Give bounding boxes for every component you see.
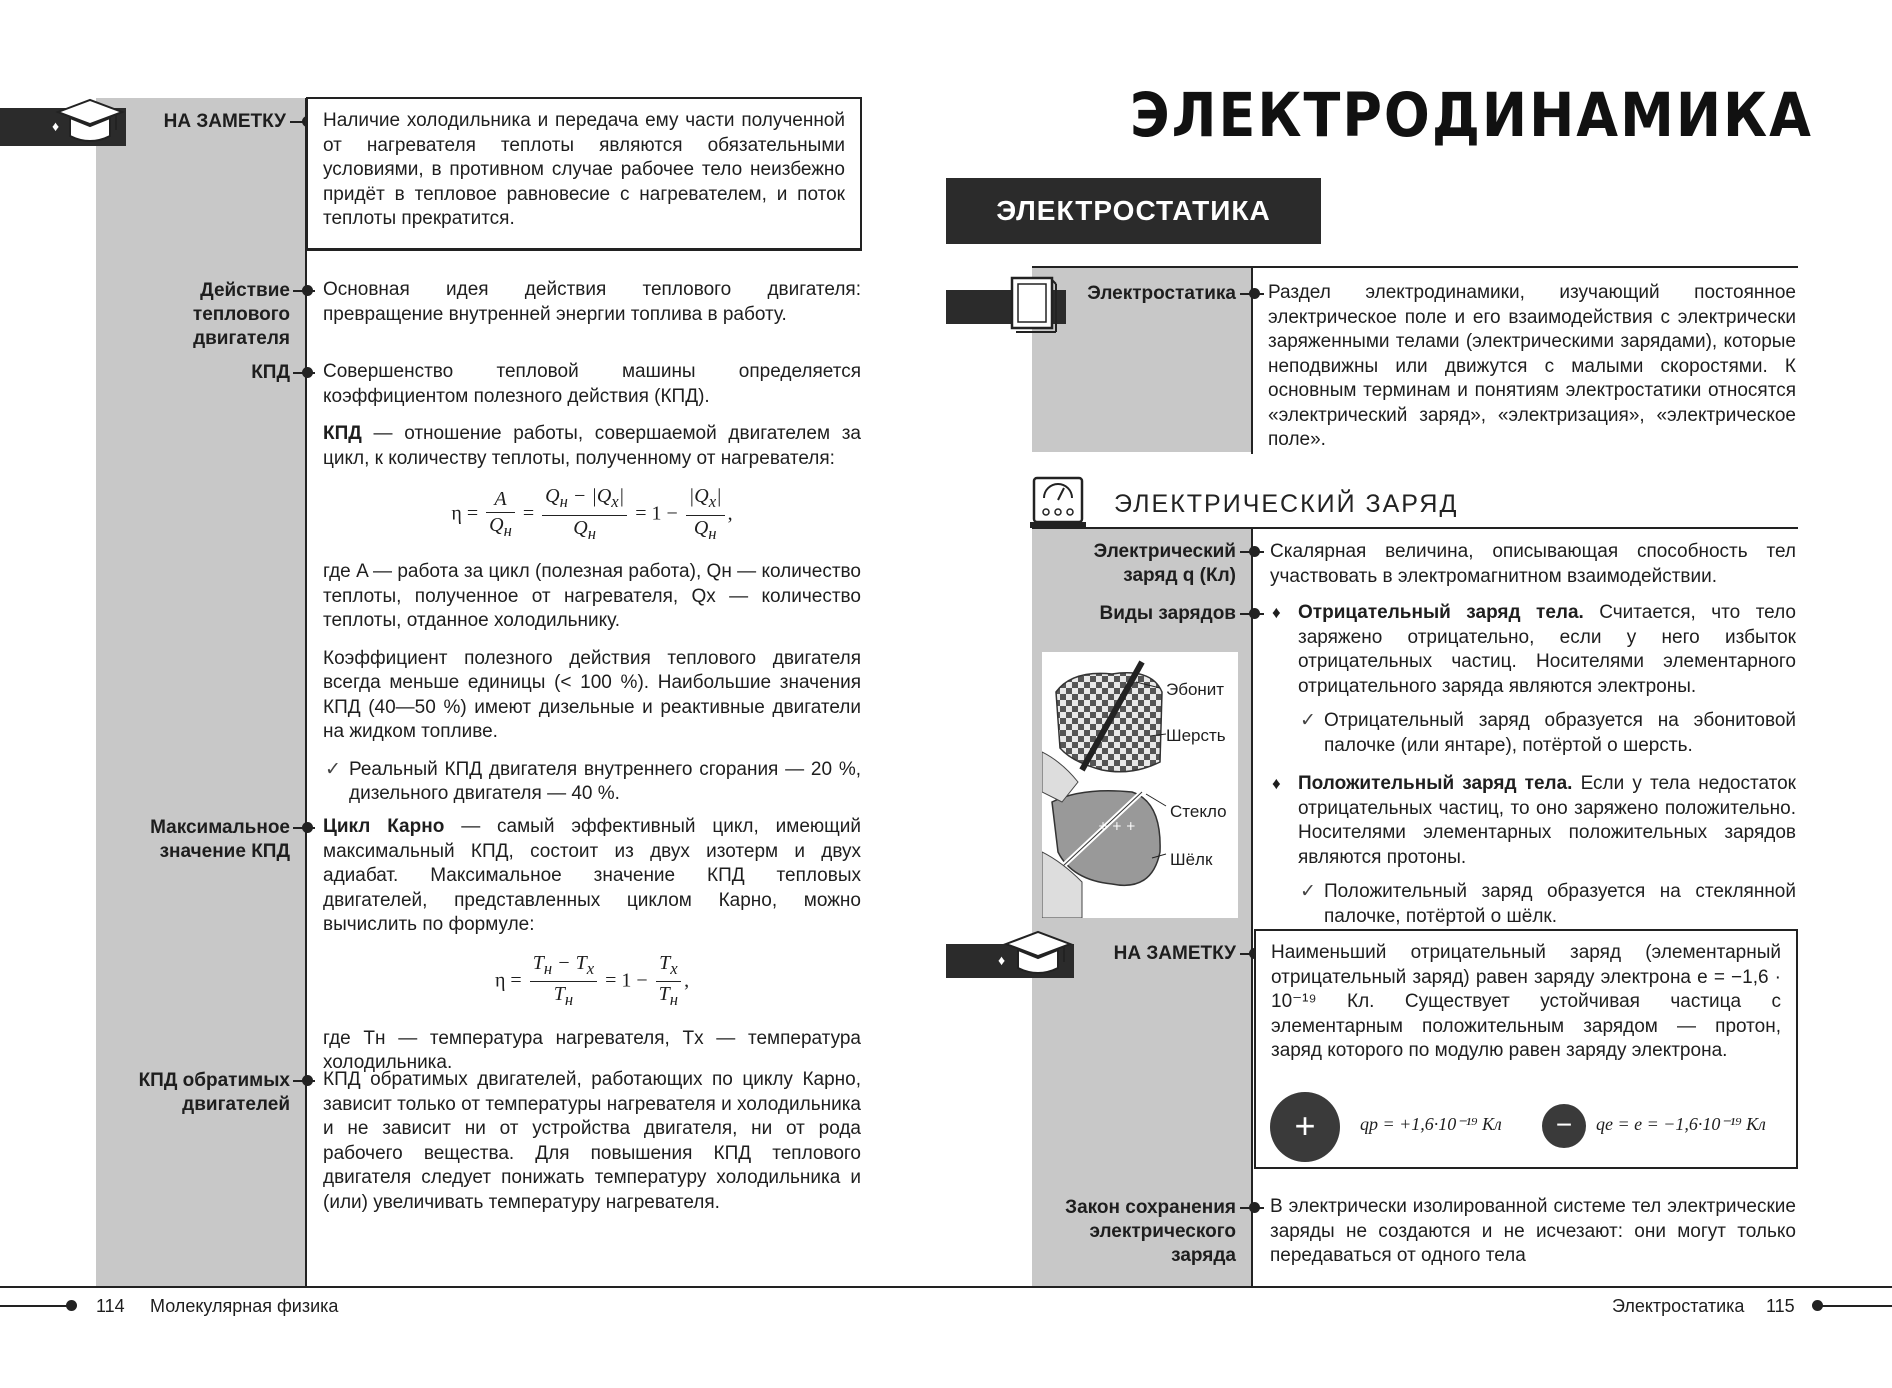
left-section-name: Молекулярная физика bbox=[150, 1296, 339, 1316]
neg-check: ✓ Отрицательный заряд образуется на эбонитовой палочке (или янтаре), потёртой о шерсть. bbox=[1300, 710, 1796, 756]
action-text: Основная идея действия теплового двигателя: превращение внутренней энергии топлива в работу. bbox=[323, 279, 861, 325]
kpd-block bbox=[323, 360, 861, 817]
carnot-definition: Цикл Карно — самый эффективный цикл, имеющий максимальный КПД, состоит из двух изотерм и двух адиабат. Максимальное значение КПД тепловых двигателей, представленных циклом Карно, можно вычислить по формуле: bbox=[323, 816, 861, 935]
proton-charge: qp = +1,6·10⁻¹⁹ Кл bbox=[1360, 1114, 1502, 1134]
electron-symbol bbox=[1542, 1104, 1586, 1148]
note-text-right: Наименьший отрицательный заряд (элементарный отрицательный заряд) равен заряду электрона e = −1,6 · 10⁻¹⁹ Кл. Существует устойчивая частица с элементарным положительным зарядом — протон, заряд которого по модулю равен заряду электрона. bbox=[1271, 942, 1781, 1061]
book-icon bbox=[1006, 274, 1058, 339]
types-label: Виды зарядов bbox=[1099, 603, 1236, 624]
plus-icon: + bbox=[1294, 1105, 1316, 1146]
left-footer-line bbox=[0, 1305, 72, 1307]
pos-charge-item: ♦ Положительный заряд тела. Если у тела недостаток отрицательных частиц, то оно заряжено положительно. Носителями элементарных положительных зарядов являются протоны. bbox=[1272, 773, 1796, 868]
kpd-formula: η = $\frac{A}{Q_н}$ = $\frac{Q_н - |Q_х|}{Q_н}$ = 1 − $\frac{|Q_х|}{Q_н}$ , bbox=[451, 485, 733, 543]
rev-label: КПД обратимых двигателей bbox=[138, 1070, 290, 1115]
diamond-bullet-icon: ♦ bbox=[1272, 774, 1281, 793]
img-label-glass: Стекло bbox=[1170, 802, 1227, 821]
section-heading: ЭЛЕКТРИЧЕСКИЙ ЗАРЯД bbox=[1114, 490, 1459, 518]
diamond-bullet-icon: ♦ bbox=[1272, 603, 1281, 622]
connector-dot bbox=[302, 822, 313, 833]
left-bottom-rule bbox=[0, 1286, 960, 1288]
connector-dot bbox=[1249, 288, 1260, 299]
right-section-name: Электростатика bbox=[1612, 1296, 1745, 1316]
kpd-text3: Коэффициент полезного действия теплового двигателя всегда меньше единицы (< 100 %). Наибольшие значения КПД (40—50 %) имеют дизельные и реактивные двигатели на жидком топливе. bbox=[323, 647, 861, 742]
left-page-number: 114 bbox=[96, 1296, 125, 1316]
flame-icon: ♦ bbox=[52, 118, 60, 134]
es-text: Раздел электродинамики, изучающий постоянное электрическое поле и его взаимодействия с электрически заряженными телами (электрическими зарядами), которые неподвижны или движутся с малыми скоростями. К основным терминам и понятиям электростатики относятся «электрический заряд», «электризация», «электрическое поле». bbox=[1268, 282, 1796, 450]
kpd-text1: Совершенство тепловой машины определяется коэффициентом полезного действия (КПД). bbox=[323, 361, 861, 407]
connector-dot bbox=[302, 1075, 313, 1086]
section-banner-text: ЭЛЕКТРОСТАТИКА bbox=[996, 195, 1271, 226]
check-icon: ✓ bbox=[1300, 881, 1316, 902]
electrometer-icon bbox=[1030, 474, 1086, 535]
connector-dot bbox=[1249, 1202, 1260, 1213]
kpd-check: ✓ Реальный КПД двигателя внутреннего сгорания — 20 %, дизельного двигателя — 40 %. bbox=[325, 758, 861, 804]
right-divider-2 bbox=[1251, 529, 1253, 1288]
right-bottom-rule bbox=[946, 1286, 1892, 1288]
note-text: Наличие холодильника и передача ему части полученной от нагревателя теплоты являются обязательными условиями, в противном случае рабочее тело неизбежно придёт в тепловое равновесие с нагревателем, и поток теплоты прекратится. bbox=[323, 110, 845, 229]
note-label-right: НА ЗАМЕТКУ bbox=[1113, 943, 1236, 964]
right-page-number: 115 bbox=[1766, 1296, 1795, 1316]
rev-text: КПД обратимых двигателей, работающих по циклу Карно, зависит только от температуры нагревателя и холодильника и не зависит ни от устройства двигателя, ни от рода рабочего вещества. Для повышения КПД теплового двигателя следует понижать температуру холодильника и (или) увеличивать температуру нагревателя. bbox=[323, 1069, 861, 1213]
connector-dot bbox=[1249, 546, 1260, 557]
left-column-divider bbox=[305, 98, 307, 1288]
max-block bbox=[323, 815, 861, 1089]
check-icon: ✓ bbox=[325, 758, 341, 780]
img-label-ebonite: Эбонит bbox=[1166, 680, 1225, 699]
max-where: где Tн — температура нагревателя, Tх — температура холодильника. bbox=[323, 1027, 861, 1073]
separator bbox=[306, 249, 862, 251]
kpd-definition: КПД — отношение работы, совершаемой двигателем за цикл, к количеству теплоты, полученному от нагревателя: bbox=[323, 423, 861, 469]
check-icon: ✓ bbox=[1300, 710, 1316, 731]
proton-symbol bbox=[1270, 1092, 1340, 1162]
img-label-wool: Шерсть bbox=[1166, 726, 1226, 745]
note-label: НА ЗАМЕТКУ bbox=[163, 111, 286, 132]
rubbing-illustration bbox=[1042, 652, 1238, 918]
electron-charge: qe = e = −1,6·10⁻¹⁹ Кл bbox=[1596, 1114, 1766, 1134]
charge-text: Скалярная величина, описывающая способность тел участвовать в электромагнитном взаимодействии. bbox=[1270, 541, 1796, 587]
law-text: В электрически изолированной системе тел электрические заряды не создаются и не исчезают: они могут только передаваться от одного тела bbox=[1270, 1196, 1796, 1266]
carnot-formula: η = $\frac{T_н - T_х}{T_н}$ = 1 − $\frac{T_х}{T_н}$ , bbox=[494, 951, 690, 1009]
pos-check: ✓ Положительный заряд образуется на стеклянной палочке, потёртой о шёлк. bbox=[1300, 881, 1796, 927]
footer-dot bbox=[66, 1300, 77, 1311]
connector-dot bbox=[302, 367, 313, 378]
neg-charge-item: ♦ Отрицательный заряд тела. Считается, что тело заряжено отрицательно, если у него избыток отрицательных частиц. Носителями элементарного отрицательного заряда являются электроны. bbox=[1272, 602, 1796, 697]
minus-icon: − bbox=[1555, 1109, 1573, 1140]
right-footer-line bbox=[1816, 1305, 1892, 1307]
connector-dot bbox=[302, 285, 313, 296]
kpd-where: где A — работа за цикл (полезная работа), Qн — количество теплоты, полученное от нагревателя, Qх — количество теплоты, отданное холодильнику. bbox=[323, 561, 861, 631]
img-label-silk: Шёлк bbox=[1170, 850, 1213, 869]
es-label: Электростатика bbox=[1087, 283, 1236, 304]
big-title: ЭЛЕКТРОДИНАМИКА bbox=[1130, 80, 1813, 151]
law-label: Закон сохранения электрического заряда bbox=[1065, 1197, 1236, 1266]
max-label: Максимальное значение КПД bbox=[150, 817, 290, 862]
flame-icon: ♦ bbox=[998, 952, 1006, 968]
connector-dot bbox=[1249, 608, 1260, 619]
svg-text:+ + +: + + + bbox=[1098, 819, 1136, 833]
charge-label: Электрический заряд q (Кл) bbox=[1093, 541, 1236, 586]
kpd-label: КПД bbox=[251, 362, 290, 383]
action-label: Действие теплового двигателя bbox=[192, 280, 290, 349]
types-block bbox=[1270, 601, 1796, 939]
